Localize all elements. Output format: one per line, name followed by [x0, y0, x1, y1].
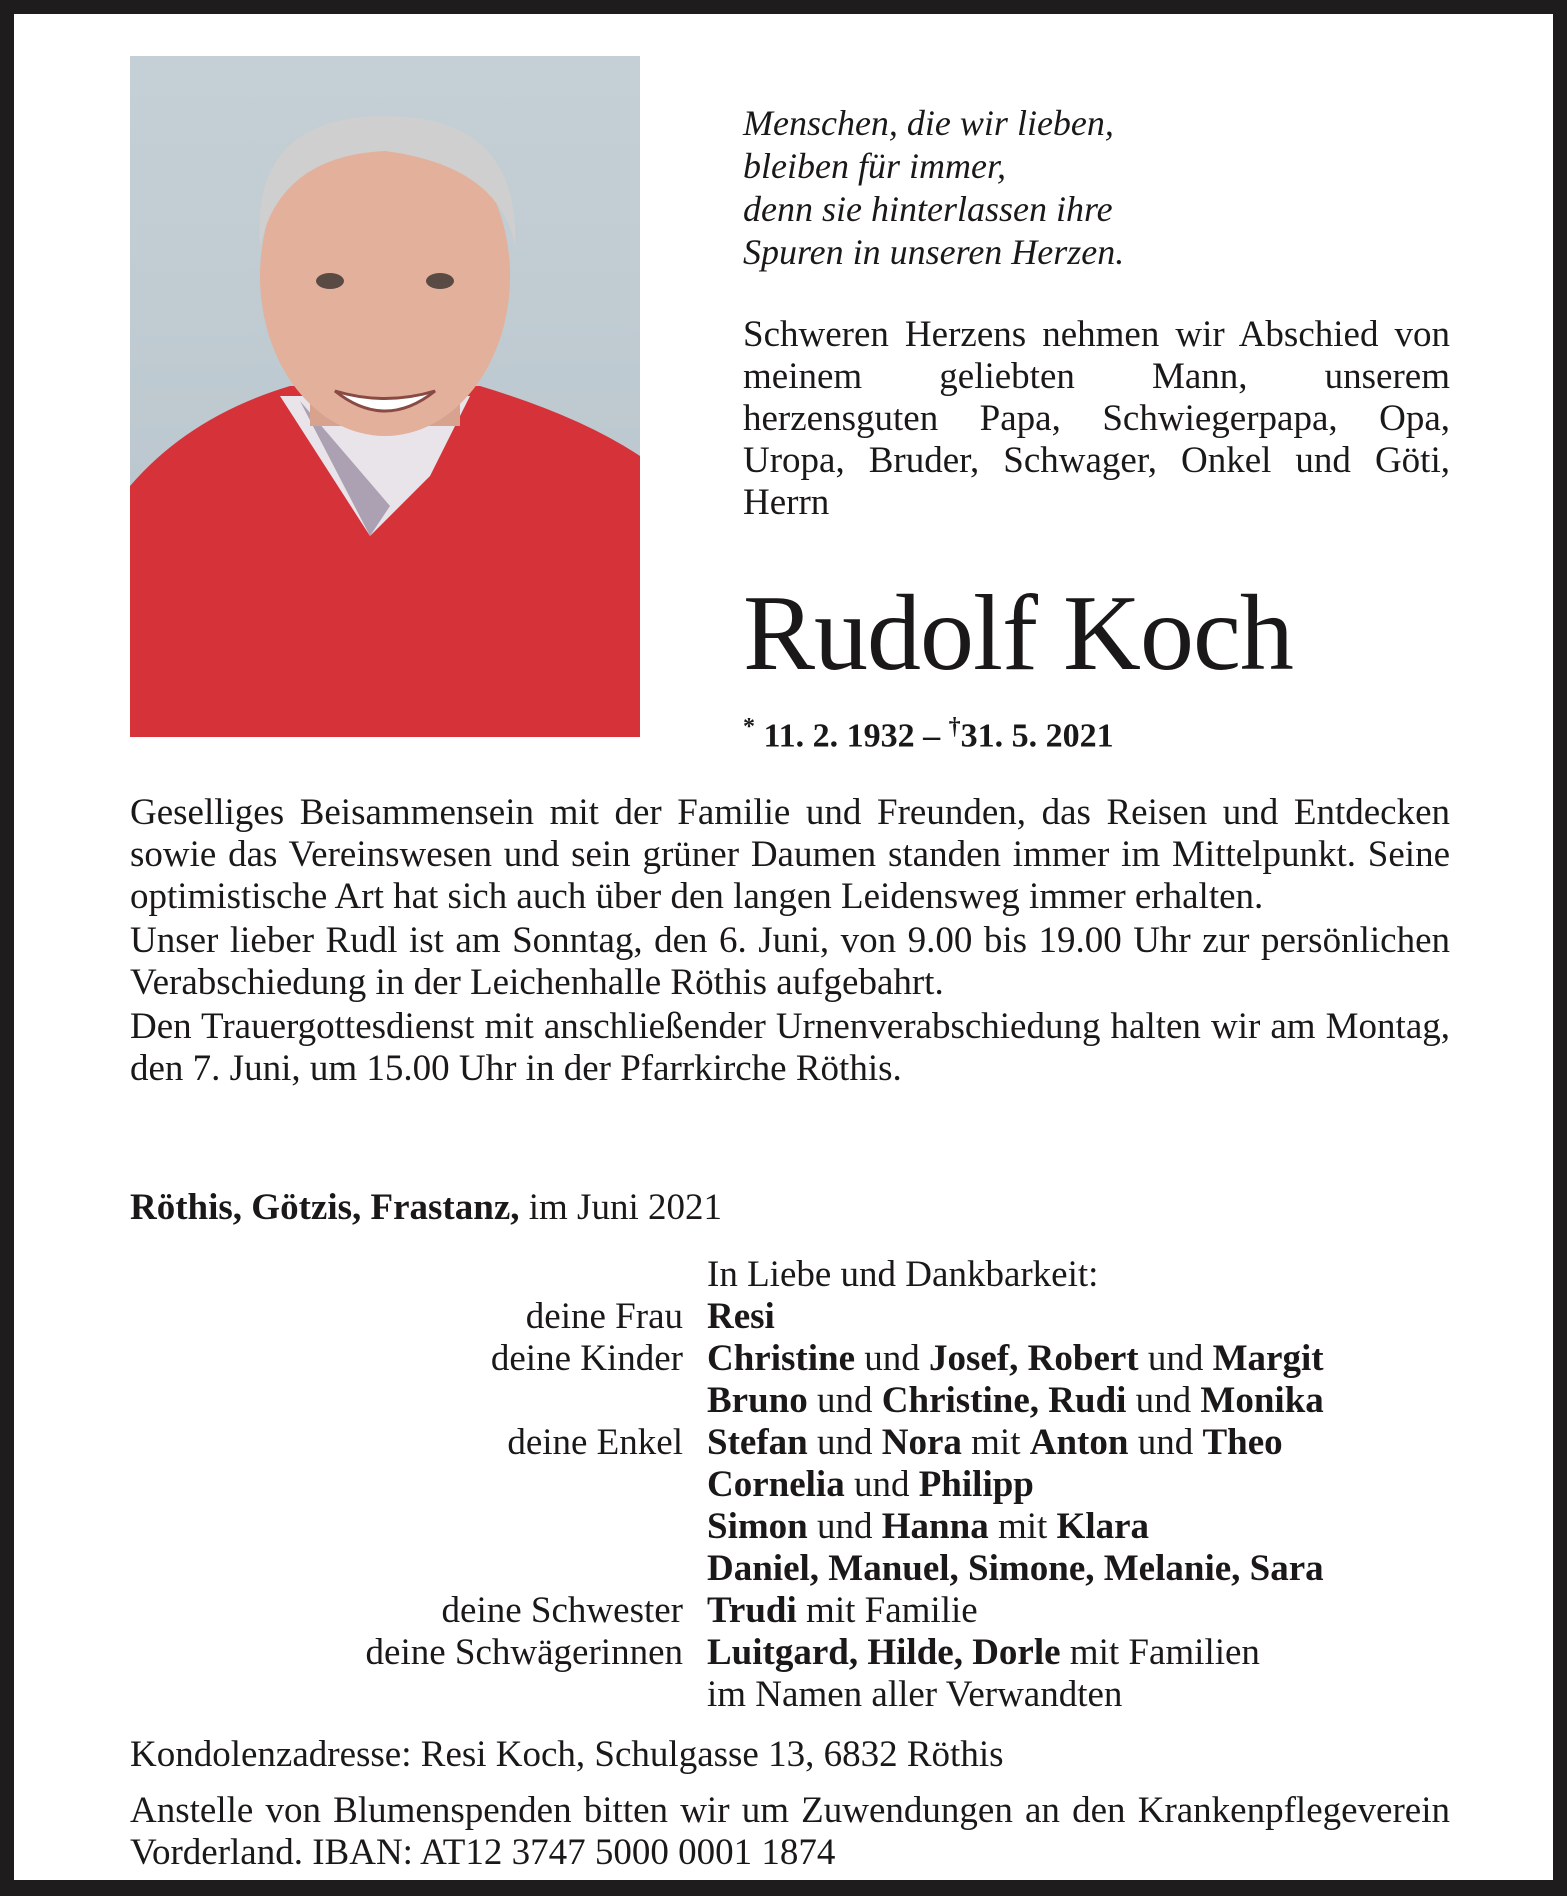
family-row [130, 1632, 1460, 1674]
connector-text: und [855, 1338, 929, 1379]
member-name: Daniel, Manuel, Simone, Melanie, Sara [707, 1548, 1324, 1589]
intro-text: Schweren Herzens nehmen wir Abschied von meinem geliebten Mann, unserem herzensguten Papa, Schwiegerpapa, Opa, Uropa, Bruder, Schwager, Onkel und Göti, Herrn [743, 314, 1450, 523]
connector-text: mit [961, 1422, 1030, 1463]
donation-note: Anstelle von Blumenspenden bitten wir um Zuwendungen an den Krankenpflegeverein Vorderland. IBAN: AT12 3747 5000 0001 1874 [130, 1790, 1450, 1873]
member-name: Trudi [707, 1590, 797, 1631]
family-label: deine Schwägerinnen [365, 1632, 683, 1673]
family-row [130, 1464, 1460, 1506]
family-members [707, 1464, 1034, 1506]
date-separator: – [923, 717, 941, 755]
member-name: Christine, Rudi [881, 1380, 1127, 1421]
family-members [707, 1296, 775, 1338]
member-name: Christine [707, 1338, 855, 1379]
connector-text: und [807, 1506, 882, 1547]
member-name: Monika [1200, 1380, 1324, 1421]
family-list [130, 1254, 1460, 1716]
family-members [707, 1674, 1122, 1716]
family-label [130, 1506, 707, 1548]
connector-text: und [807, 1380, 882, 1421]
family-row [130, 1422, 1460, 1464]
member-name: Nora [881, 1422, 962, 1463]
member-name: Klara [1056, 1506, 1150, 1547]
connector-text: und [807, 1422, 882, 1463]
member-name: Theo [1202, 1422, 1283, 1463]
birth-date: 11. 2. 1932 [763, 717, 915, 755]
family-row [130, 1674, 1460, 1716]
places: Röthis, Götzis, Frastanz, [130, 1187, 520, 1228]
family-members [707, 1548, 1324, 1590]
family-row [130, 1506, 1460, 1548]
family-members [707, 1422, 1283, 1464]
birth-symbol: * [743, 714, 755, 740]
verse-line: bleiben für immer, [743, 146, 1006, 186]
connector-text: mit Familien [1060, 1632, 1260, 1673]
family-row [130, 1296, 1460, 1338]
family-label: deine Schwester [441, 1590, 683, 1631]
verse-line: Menschen, die wir lieben, [743, 103, 1114, 143]
date-line: im Juni 2021 [528, 1187, 722, 1228]
family-label [130, 1464, 707, 1506]
family-members [707, 1338, 1324, 1380]
family-label [130, 1254, 707, 1296]
family-label: deine Kinder [490, 1338, 683, 1379]
family-row [130, 1338, 1460, 1380]
member-name: Resi [707, 1296, 775, 1337]
verse-line: denn sie hinterlassen ihre [743, 189, 1113, 229]
body-text [130, 792, 1450, 1092]
verse-line: Spuren in unseren Herzen. [743, 232, 1125, 272]
life-dates [743, 714, 1114, 755]
connector-text: und [1128, 1422, 1203, 1463]
death-symbol: † [948, 714, 961, 740]
family-members [707, 1380, 1324, 1422]
places-line [130, 1186, 722, 1229]
death-date: 31. 5. 2021 [960, 717, 1114, 755]
family-row [130, 1380, 1460, 1422]
family-label [130, 1674, 707, 1716]
family-label [130, 1548, 707, 1590]
connector-text: mit [988, 1506, 1057, 1547]
member-name: Luitgard, Hilde, Dorle [707, 1632, 1061, 1673]
family-row [130, 1590, 1460, 1632]
connector-text: und [1138, 1338, 1213, 1379]
deceased-name: Rudolf Koch [743, 574, 1293, 693]
family-row [130, 1548, 1460, 1590]
member-name: Simon [707, 1506, 808, 1547]
family-members [707, 1506, 1149, 1548]
member-name: Margit [1212, 1338, 1324, 1379]
member-name: Hanna [881, 1506, 989, 1547]
connector-text: mit Familie [796, 1590, 978, 1631]
family-label [130, 1380, 707, 1422]
family-label: deine Frau [525, 1296, 683, 1337]
family-heading-row [130, 1254, 1460, 1296]
connector-text: im Namen aller Verwandten [707, 1674, 1123, 1715]
member-name: Bruno [707, 1380, 808, 1421]
portrait-photo [130, 56, 640, 737]
body-paragraph: Unser lieber Rudl ist am Sonntag, den 6. Juni, von 9.00 bis 19.00 Uhr zur persönlichen Verabschiedung in der Leichenhalle Röthis aufgebahrt. [130, 920, 1450, 1003]
member-name: Philipp [918, 1464, 1034, 1505]
member-name: Cornelia [707, 1464, 845, 1505]
footer [130, 1734, 1450, 1888]
obituary-page [14, 14, 1553, 1880]
family-members [707, 1632, 1260, 1674]
member-name: Anton [1029, 1422, 1129, 1463]
family-heading: In Liebe und Dankbarkeit: [707, 1254, 1099, 1295]
connector-text: und [844, 1464, 919, 1505]
member-name: Stefan [707, 1422, 808, 1463]
family-label: deine Enkel [507, 1422, 683, 1463]
connector-text: und [1126, 1380, 1201, 1421]
body-paragraph: Geselliges Beisammensein mit der Familie und Freunden, das Reisen und Entdecken sowie das Vereinswesen und sein grüner Daumen standen immer im Mittelpunkt. Seine optimistische Art hat sich auch über den langen Leidensweg immer erhalten. [130, 792, 1450, 917]
body-paragraph: Den Trauergottesdienst mit anschließender Urnenverabschiedung halten wir am Montag, den 7. Juni, um 15.00 Uhr in der Pfarrkirche Röthis. [130, 1006, 1450, 1089]
member-name: Josef, Robert [929, 1338, 1139, 1379]
family-members [707, 1590, 978, 1632]
condolence-address: Kondolenzadresse: Resi Koch, Schulgasse 13, 6832 Röthis [130, 1734, 1004, 1775]
memorial-verse [743, 102, 1124, 274]
